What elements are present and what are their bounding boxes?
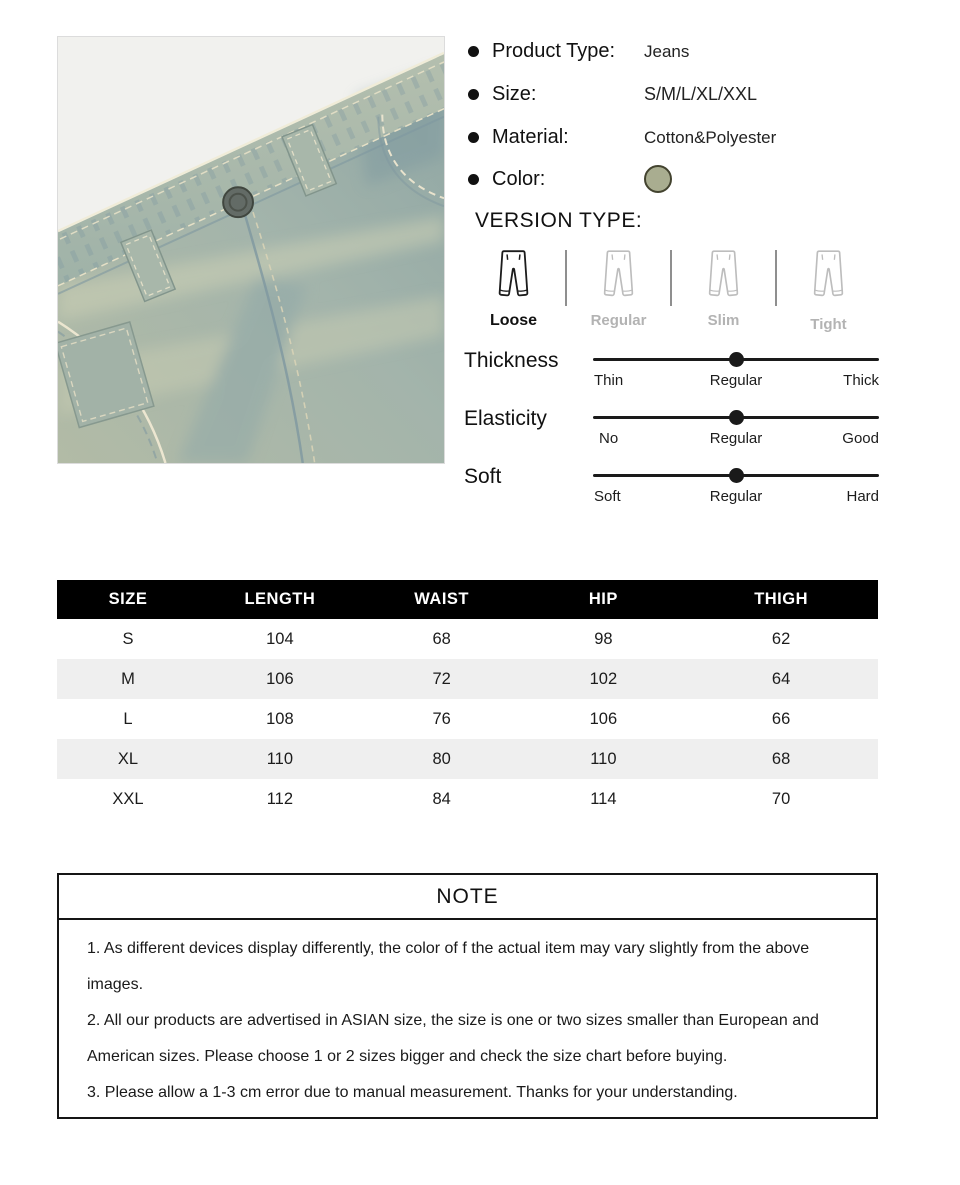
cell: 68	[432, 629, 451, 648]
spec-label: Product Type:	[492, 40, 616, 62]
scale-right: Thick	[843, 372, 879, 389]
note-item-3: 3. Please allow a 1-3 cm error due to manual measurement. Thanks for your understanding.	[87, 1084, 738, 1101]
cell: 66	[771, 709, 791, 728]
column-header: WAIST	[414, 590, 469, 608]
slider-elasticity	[462, 404, 880, 462]
cell: 70	[771, 789, 791, 808]
scale-left: Thin	[594, 372, 624, 389]
spec-row-size	[462, 73, 880, 116]
size-chart-table	[57, 580, 878, 819]
cell: 76	[432, 709, 451, 728]
slider-thickness	[462, 346, 880, 404]
note-title: NOTE	[59, 875, 876, 920]
cell: 68	[771, 749, 791, 768]
scale-right: Good	[842, 430, 879, 447]
table-header-row	[57, 580, 878, 619]
cell: 104	[266, 629, 294, 648]
version-option-tight	[777, 247, 880, 333]
spec-value: S/M/L/XL/XXL	[644, 84, 758, 104]
scale-left: Soft	[594, 488, 621, 505]
slider-soft	[462, 462, 880, 520]
pants-icon-slim	[707, 247, 740, 304]
attribute-sliders	[462, 346, 880, 520]
version-label: Regular	[590, 312, 647, 329]
spec-row-product-type	[462, 30, 880, 73]
bullet-icon	[468, 132, 479, 143]
cell: 72	[432, 669, 451, 688]
slider-scale-labels	[593, 488, 879, 506]
version-label: Tight	[810, 316, 847, 333]
scale-left: No	[599, 430, 619, 447]
cell: 112	[266, 789, 294, 808]
slider-scale-labels	[593, 430, 879, 448]
color-swatch	[644, 165, 672, 193]
version-label: Loose	[489, 312, 538, 329]
version-option-regular	[567, 247, 670, 329]
slider-track-zone	[593, 346, 879, 404]
spec-value: Cotton&Polyester	[644, 127, 777, 147]
product-photo-jeans	[57, 36, 445, 464]
cell: 110	[590, 749, 617, 768]
column-header: HIP	[588, 590, 618, 608]
slider-name: Thickness	[464, 349, 559, 372]
version-option-loose	[462, 247, 565, 330]
pants-icon-loose	[497, 247, 530, 304]
scale-center: Regular	[709, 430, 763, 447]
version-type-options	[462, 247, 880, 333]
spec-row-material	[462, 116, 880, 159]
column-header: THIGH	[754, 590, 809, 608]
cell: S	[122, 629, 134, 648]
jeans-photo-illustration	[58, 37, 444, 463]
slider-scale-labels	[593, 372, 879, 390]
slider-name: Elasticity	[464, 407, 547, 430]
cell: 106	[589, 709, 618, 728]
cell: L	[123, 709, 133, 728]
cell: 84	[432, 789, 451, 808]
slider-name: Soft	[464, 465, 502, 488]
cell: 62	[771, 629, 791, 648]
table-row-xl	[57, 739, 878, 779]
note-item-1: 1. As different devices display differently, the color of f the actual item may vary slightly from the above images.	[87, 940, 810, 993]
bullet-icon	[468, 89, 479, 100]
column-header: SIZE	[108, 590, 148, 608]
cell: M	[121, 669, 135, 688]
cell: 106	[266, 669, 294, 688]
table-row-m	[57, 659, 878, 699]
spec-value: Jeans	[644, 41, 690, 61]
scale-center: Regular	[709, 372, 763, 389]
pants-icon-tight	[812, 247, 845, 304]
cell: 64	[771, 669, 791, 688]
spec-label: Size:	[492, 83, 537, 105]
column-header: LENGTH	[244, 590, 316, 608]
note-item-2: 2. All our products are advertised in ASIAN size, the size is one or two sizes smaller than European and American sizes. Please choose 1 or 2 sizes bigger and check the size chart before buying.	[87, 1012, 819, 1065]
version-option-slim	[672, 247, 775, 329]
cell: 102	[589, 669, 618, 688]
slider-thumb	[729, 468, 744, 483]
cell: 108	[266, 709, 294, 728]
slider-track-zone	[593, 462, 879, 520]
bullet-icon	[468, 174, 479, 185]
cell: XXL	[112, 789, 144, 808]
table-row-xxl	[57, 779, 878, 819]
slider-thumb	[729, 352, 744, 367]
scale-right: Hard	[846, 488, 879, 505]
table-row-l	[57, 699, 878, 739]
scale-center: Regular	[709, 488, 763, 505]
note-box	[57, 873, 878, 1119]
cell: 114	[590, 789, 617, 808]
slider-thumb	[729, 410, 744, 425]
note-body	[59, 920, 876, 1111]
spec-label: Color:	[492, 167, 546, 190]
pants-icon-regular	[602, 247, 635, 304]
table-row-s	[57, 619, 878, 659]
cell: XL	[117, 749, 139, 768]
product-info-panel	[462, 30, 880, 520]
cell: 110	[266, 749, 294, 768]
spec-row-color	[462, 159, 880, 199]
bullet-icon	[468, 46, 479, 57]
slider-track-zone	[593, 404, 879, 462]
version-label: Slim	[707, 312, 740, 329]
spec-label: Material:	[492, 126, 569, 148]
version-type-heading: VERSION TYPE:	[475, 209, 643, 232]
cell: 80	[432, 749, 451, 768]
cell: 98	[594, 629, 613, 648]
